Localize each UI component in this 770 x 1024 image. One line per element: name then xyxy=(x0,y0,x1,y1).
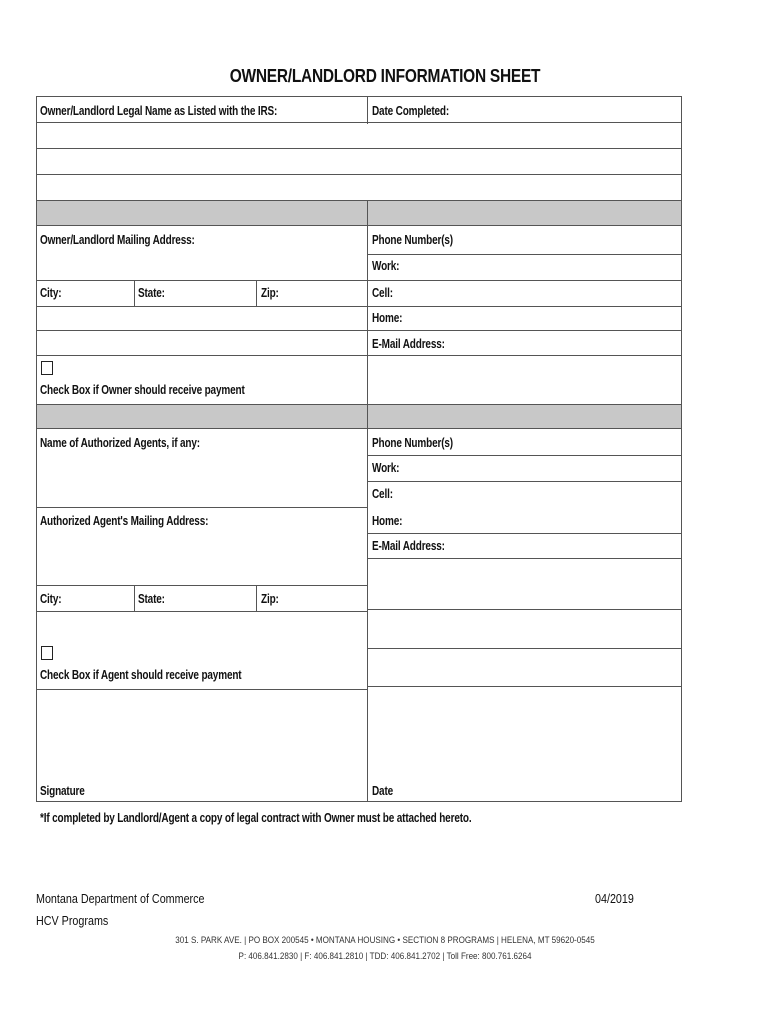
owner-payment-checkbox-label: Check Box if Owner should receive payment xyxy=(40,383,245,397)
form-revision-date: 04/2019 xyxy=(595,892,634,906)
agent-city-label: City: xyxy=(40,592,62,606)
agent-work-phone-label: Work: xyxy=(372,461,400,475)
agent-email-label: E-Mail Address: xyxy=(372,539,445,553)
owner-cell-phone-label: Cell: xyxy=(372,286,393,300)
page-title: OWNER/LANDLORD INFORMATION SHEET xyxy=(229,66,541,86)
agent-payment-checkbox-label: Check Box if Agent should receive payment xyxy=(40,668,242,682)
footer-program: HCV Programs xyxy=(36,914,109,928)
agent-cell-phone-label: Cell: xyxy=(372,487,393,501)
agent-payment-checkbox[interactable] xyxy=(41,646,53,660)
footer-address: 301 S. PARK AVE. | PO BOX 200545 • MONTANA HOUSING • SECTION 8 PROGRAMS | HELENA, MT 59620-0545 xyxy=(175,935,595,946)
owner-phone-numbers-label: Phone Number(s) xyxy=(372,233,453,247)
owner-zip-label: Zip: xyxy=(261,286,279,300)
footer-department: Montana Department of Commerce xyxy=(36,892,205,906)
agent-state-label: State: xyxy=(138,592,165,606)
owner-state-label: State: xyxy=(138,286,165,300)
agent-phone-numbers-label: Phone Number(s) xyxy=(372,436,453,450)
owner-mailing-address-label: Owner/Landlord Mailing Address: xyxy=(40,233,195,247)
signature-label: Signature xyxy=(40,784,85,798)
owner-city-label: City: xyxy=(40,286,62,300)
contract-note: *If completed by Landlord/Agent a copy of legal contract with Owner must be attached hereto. xyxy=(40,811,472,825)
owner-legal-name-label: Owner/Landlord Legal Name as Listed with the IRS: xyxy=(40,104,278,118)
owner-payment-checkbox[interactable] xyxy=(41,361,53,375)
owner-work-phone-label: Work: xyxy=(372,259,400,273)
agent-zip-label: Zip: xyxy=(261,592,279,606)
agent-mailing-address-label: Authorized Agent's Mailing Address: xyxy=(40,514,209,528)
owner-email-label: E-Mail Address: xyxy=(372,337,445,351)
agent-home-phone-label: Home: xyxy=(372,514,403,528)
date-label: Date xyxy=(372,784,394,798)
owner-home-phone-label: Home: xyxy=(372,311,403,325)
date-completed-label: Date Completed: xyxy=(372,104,450,118)
footer-contact: P: 406.841.2830 | F: 406.841.2810 | TDD: 406.841.2702 | Toll Free: 800.761.6264 xyxy=(238,951,532,962)
agent-name-label: Name of Authorized Agents, if any: xyxy=(40,436,200,450)
